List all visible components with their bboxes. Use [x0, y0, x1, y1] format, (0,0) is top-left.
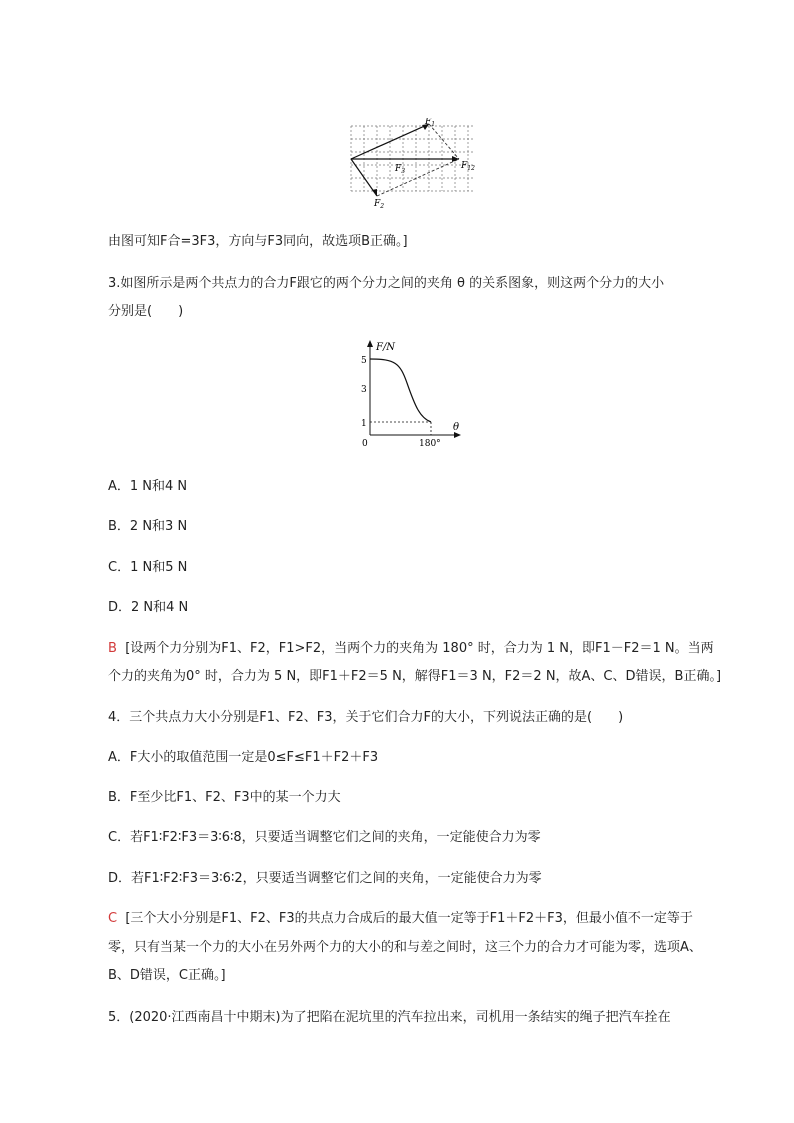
q3-option-c: C．1 N和5 N [108, 560, 188, 575]
graph-ytick-5: 5 [361, 356, 367, 366]
graph-xtick-180: 180° [419, 439, 441, 449]
q3-answer-letter: B [108, 641, 117, 656]
q3-option-b: B．2 N和3 N [108, 519, 188, 534]
graph-ytick-3: 3 [361, 385, 367, 395]
graph-origin: 0 [362, 439, 368, 449]
q4-explanation-line2: 零，只有当某一个力的大小在另外两个力的大小的和与差之间时，这三个力的合力才可能为零，选项A、 [108, 940, 702, 955]
q4-explanation-line3: B、D错误，C正确。] [108, 968, 226, 983]
force-grid-figure [345, 118, 485, 210]
fig1-conclusion: 由图可知F合=3F3，方向与F3同向，故选项B正确。] [108, 234, 408, 249]
q3-option-d: D．2 N和4 N [108, 600, 189, 615]
q4-answer-letter: C [108, 911, 118, 926]
q3-stem-line2: 分别是( ) [108, 304, 184, 319]
q3-option-a: A．1 N和4 N [108, 479, 188, 494]
q4-explanation-line1: C [三个大小分别是F1、F2、F3的共点力合成后的最大值一定等于F1＋F2＋F3，但最小值不一定等于 [108, 911, 693, 926]
q5-stem-line1: 5．(2020·江西南昌十中期末)为了把陷在泥坑里的汽车拉出来，司机用一条结实的绳子把汽车拴在 [108, 1010, 671, 1025]
q4-stem: 4．三个共点力大小分别是F1、F2、F3，关于它们合力F的大小，下列说法正确的是( ) [108, 710, 624, 725]
q4-option-a: A．F大小的取值范围一定是0≤F≤F1＋F2＋F3 [108, 750, 379, 765]
label-f2: $F_2$ [374, 199, 385, 210]
graph-xlabel: θ [453, 422, 460, 433]
q3-stem-line1: 3.如图所示是两个共点力的合力F跟它的两个分力之间的夹角 θ 的关系图象，则这两个分力的大小 [108, 276, 665, 291]
graph-ylabel: F/N [376, 342, 396, 353]
graph-ytick-1: 1 [361, 419, 367, 429]
label-f1: $F_1$ [425, 118, 436, 128]
vector-f1 [351, 124, 429, 159]
label-f12: $F_{12}$ [461, 161, 475, 172]
q4-option-c: C．若F1∶F2∶F3＝3∶6∶8，只要适当调整它们之间的夹角，一定能使合力为零 [108, 830, 541, 845]
q3-explanation-line1: B [设两个力分别为F1、F2，F1>F2，当两个力的夹角为 180° 时，合力为 1 N，即F1－F2＝1 N。当两 [108, 641, 714, 656]
q4-option-d: D．若F1∶F2∶F3＝3∶6∶2，只要适当调整它们之间的夹角，一定能使合力为零 [108, 871, 542, 886]
force-angle-graph [355, 338, 467, 450]
label-f3: $F_3$ [395, 164, 406, 175]
q4-option-b: B．F至少比F1、F2、F3中的某一个力大 [108, 790, 341, 805]
force-curve [370, 359, 431, 422]
q3-explanation-line2: 个力的夹角为0° 时，合力为 5 N，即F1＋F2＝5 N，解得F1＝3 N，F2＝2 N，故A、C、D错误，B正确。] [108, 669, 722, 684]
